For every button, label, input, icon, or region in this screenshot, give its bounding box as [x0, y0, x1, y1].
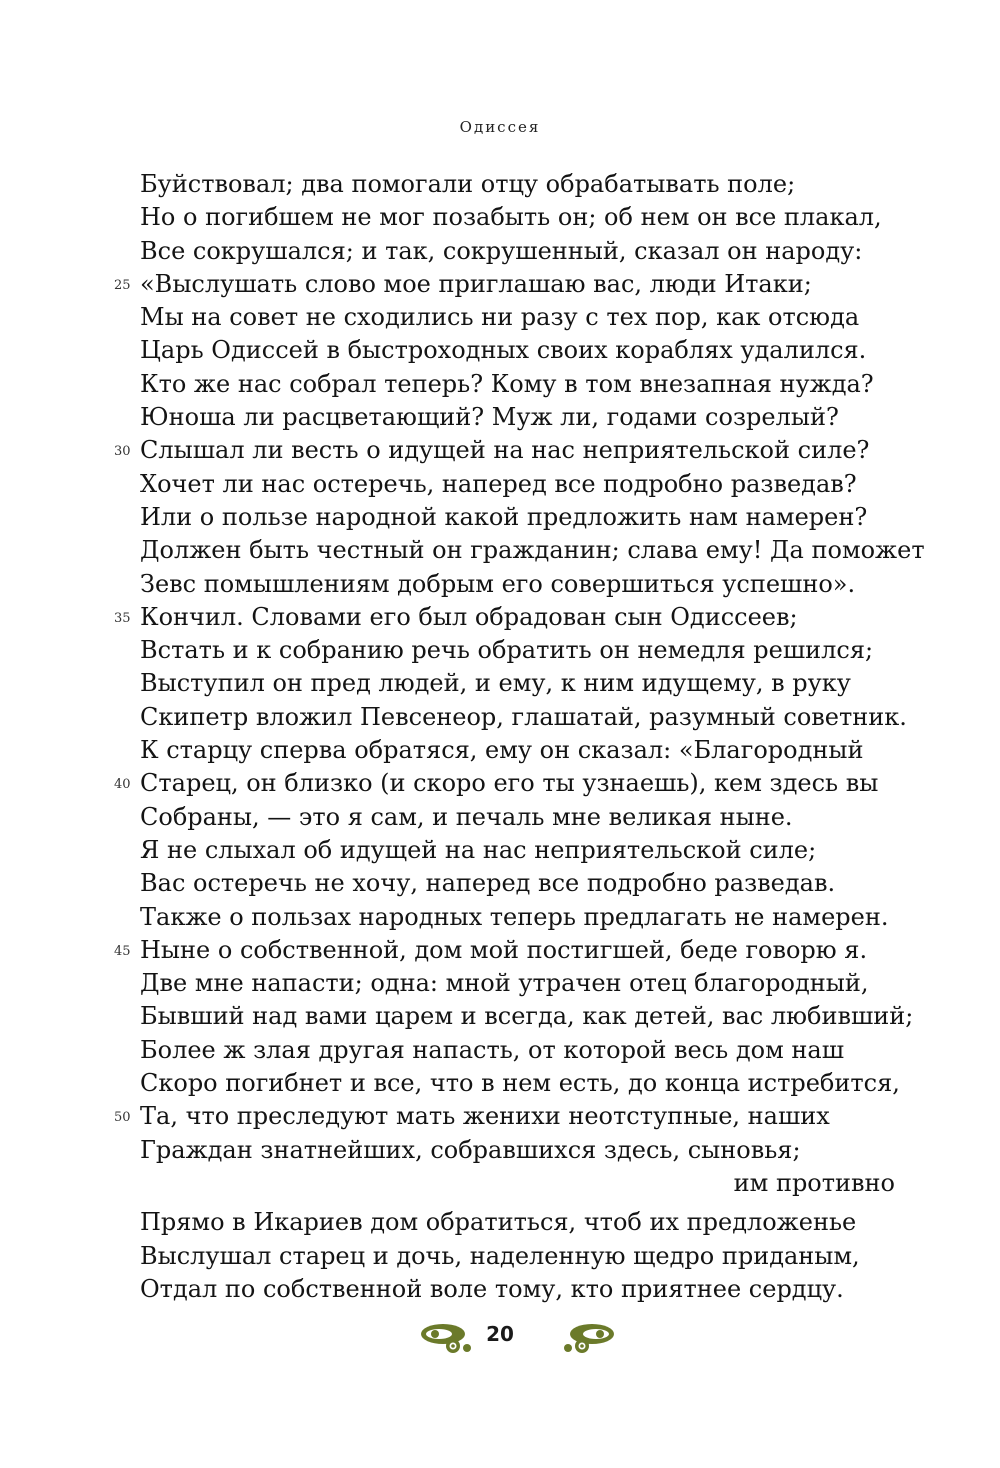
- line-text: Все сокрушался; и так, сокрушенный, сказал он народу:: [140, 236, 863, 265]
- verse-line: [140, 967, 920, 1000]
- page-footer: [0, 1318, 1000, 1358]
- line-number: 45: [114, 943, 131, 959]
- line-text: Также о пользах народных теперь предлагать не намерен.: [140, 902, 889, 931]
- verse-line: [140, 867, 920, 900]
- line-text: Буйствовал; два помогали отцу обрабатывать поле;: [140, 170, 796, 198]
- running-title: Одиссея: [459, 118, 541, 136]
- verse-line: [140, 901, 920, 934]
- line-text: Ныне о собственной, дом мой постигшей, беде говорю я.: [140, 935, 868, 964]
- verse-line: [140, 634, 920, 667]
- line-text: Прямо в Икариев дом обратиться, чтоб их предложенье: [140, 1208, 857, 1237]
- line-text: «Выслушать слово мое приглашаю вас, люди Итаки;: [140, 269, 812, 298]
- verse-line: [114, 434, 920, 467]
- verse-line: [140, 368, 920, 401]
- line-text: Две мне напасти; одна: мной утрачен отец благородный,: [140, 969, 869, 998]
- verse-line: [140, 568, 920, 601]
- verse-line: [140, 468, 920, 501]
- line-text: Граждан знатнейших, собравшихся здесь, сыновья;: [140, 1135, 801, 1164]
- verse-line: [140, 334, 920, 367]
- line-text: Царь Одиссей в быстроходных своих кораблях удалился.: [140, 336, 867, 365]
- line-number: 30: [114, 444, 131, 460]
- verse-line: [140, 1240, 920, 1273]
- scroll-ornament-icon: [560, 1318, 620, 1358]
- verse-block: [114, 168, 925, 1306]
- verse-line: [140, 1034, 920, 1067]
- line-text: Отдал по собственной воле тому, кто приятнее сердцу.: [140, 1274, 844, 1303]
- line-text: Более ж злая другая напасть, от которой весь дом наш: [140, 1035, 845, 1064]
- line-text: Вас остеречь не хочу, наперед все подробно разведав.: [140, 869, 836, 898]
- line-text: Слышал ли весть о идущей на нас неприятельской силе?: [140, 436, 870, 465]
- verse-line: [140, 667, 920, 700]
- verse-line: [140, 1206, 920, 1239]
- line-text: Кто же нас собрал теперь? Кому в том внезапная нужда?: [140, 369, 874, 398]
- verse-line: [140, 301, 920, 334]
- verse-line: [140, 534, 925, 567]
- line-text: Юноша ли расцветающий? Муж ли, годами созрелый?: [140, 403, 839, 432]
- verse-line: [140, 801, 920, 834]
- line-text: К старцу сперва обратяся, ему он сказал: «Благородный: [140, 736, 864, 765]
- line-text: Та, что преследуют мать женихи неотступные, наших: [140, 1102, 830, 1131]
- verse-line: [140, 401, 920, 434]
- line-number: 35: [114, 610, 131, 626]
- line-text: Бывший над вами царем и всегда, как детей, вас любивший;: [140, 1002, 914, 1031]
- verse-line: [140, 701, 920, 734]
- line-text: Скипетр вложил Певсенеор, глашатай, разумный советник.: [140, 702, 907, 731]
- line-number: 50: [114, 1110, 131, 1126]
- verse-line: [140, 734, 920, 767]
- line-text: Кончил. Словами его был обрадован сын Одиссеев;: [140, 602, 798, 631]
- verse-line: [140, 1273, 920, 1306]
- line-text: Зевс помышлениям добрым его совершиться успешно».: [140, 569, 856, 598]
- verse-line: [114, 934, 920, 967]
- line-text: Или о пользе народной какой предложить нам намерен?: [140, 502, 868, 531]
- verse-line: [114, 601, 920, 634]
- verse-line: [114, 767, 920, 800]
- verse-line: [140, 501, 920, 534]
- line-text: Я не слыхал об идущей на нас неприятельской силе;: [140, 835, 817, 864]
- verse-line-continuation: [140, 1167, 895, 1200]
- verse-line: [140, 834, 920, 867]
- line-text: Скоро погибнет и все, что в нем есть, до конца истребится,: [140, 1069, 900, 1098]
- line-text: Должен быть честный он гражданин; слава ему! Да поможет: [140, 536, 925, 565]
- verse-line: [140, 1000, 920, 1033]
- verse-line: [140, 168, 920, 201]
- verse-line: [140, 201, 920, 234]
- line-text: Но о погибшем не мог позабыть он; об нем он все плакал,: [140, 203, 882, 232]
- line-text: Мы на совет не сходились ни разу с тех пор, как отсюда: [140, 303, 860, 332]
- line-text: Хочет ли нас остеречь, наперед все подробно разведав?: [140, 469, 857, 498]
- verse-line: [140, 1067, 920, 1100]
- verse-line: [140, 1134, 920, 1167]
- line-text: Встать и к собранию речь обратить он немедля решился;: [140, 636, 874, 665]
- line-number: 40: [114, 777, 131, 793]
- line-text: Старец, он близко (и скоро его ты узнаешь), кем здесь вы: [140, 769, 879, 798]
- verse-line: [114, 1100, 920, 1133]
- line-text: Выслушал старец и дочь, наделенную щедро приданым,: [140, 1241, 860, 1270]
- scroll-ornament-icon: [415, 1318, 475, 1358]
- line-text: Собраны, — это я сам, и печаль мне великая ныне.: [140, 802, 793, 831]
- line-text: им противно: [733, 1168, 895, 1197]
- page-number: 20: [486, 1322, 514, 1346]
- verse-line: [114, 268, 920, 301]
- verse-line: [140, 235, 920, 268]
- line-number: 25: [114, 277, 131, 293]
- line-text: Выступил он пред людей, и ему, к ним идущему, в руку: [140, 669, 851, 698]
